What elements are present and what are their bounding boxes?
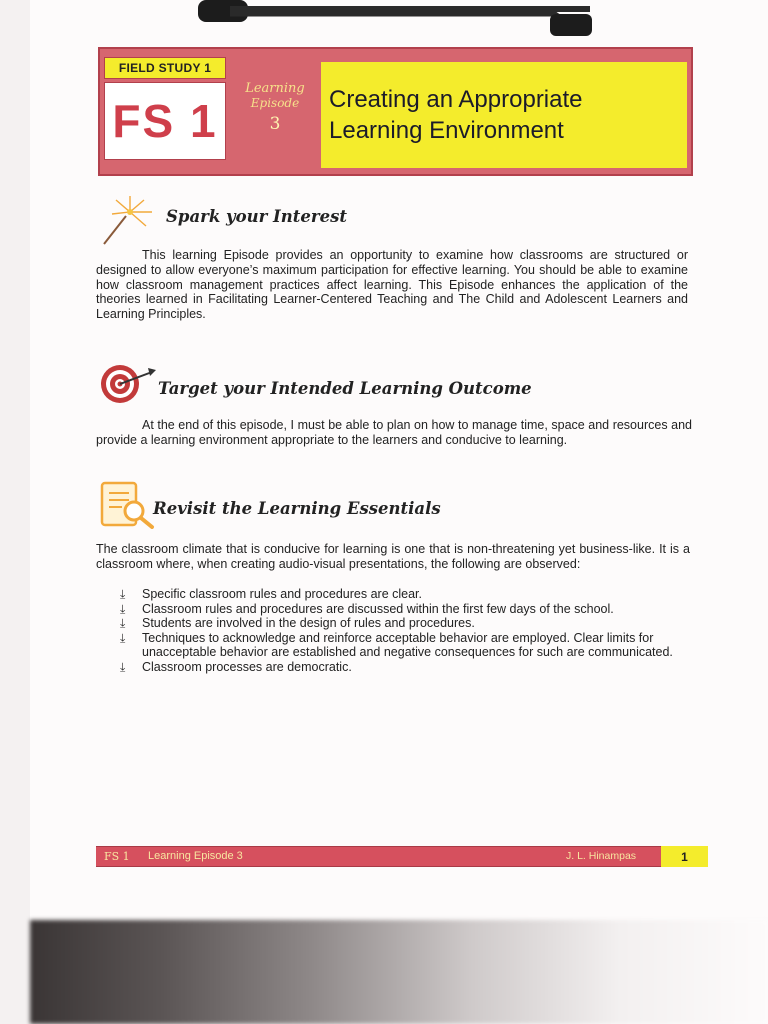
document-magnifier-icon	[100, 481, 156, 529]
spark-paragraph-text: This learning Episode provides an opportunity to examine how classrooms are structured or designed to allow everyone’s maximum participation for effective learning. You should be able to examine how classroom management practices affect learning. This Episode enhances the application of the theories learned in Facilitating Learner-Centered Teaching and The Child and Adolescent Learners and Learning Principles.	[96, 248, 688, 322]
list-item-text: Classroom processes are democratic.	[142, 659, 352, 674]
target-paragraph-text: At the end of this episode, I must be able to plan on how to manage time, space and resources and provide a learning environment appropriate to the learners and conducive to learning.	[96, 418, 692, 447]
episode-label-line1: Learning	[245, 81, 305, 96]
learning-essentials-list	[118, 587, 688, 675]
list-item-text: Students are involved in the design of rules and procedures.	[142, 616, 475, 631]
fs-code: FS 1	[104, 82, 226, 160]
list-item	[118, 587, 688, 602]
list-item-text: Classroom rules and procedures are discussed within the first few days of the school.	[142, 601, 614, 616]
binder-clip-icon	[190, 0, 605, 38]
revisit-heading: Revisit the Learning Essentials	[153, 499, 441, 518]
footer-episode: Learning Episode 3	[148, 850, 243, 862]
list-item-text: Techniques to acknowledge and reinforce acceptable behavior are employed. Clear limits for unacceptable behavior are established and negative consequences for such are communicated.	[142, 630, 673, 660]
sparkler-icon	[100, 192, 158, 248]
field-study-label: FIELD STUDY 1	[104, 57, 226, 79]
target-icon	[100, 362, 156, 406]
list-item-text: Specific classroom rules and procedures are clear.	[142, 587, 422, 601]
revisit-paragraph: The classroom climate that is conducive for learning is one that is non-threatening yet business-like. It is a classroom where, when creating audio-visual presentations, the following are observed:	[96, 542, 690, 571]
target-heading: Target your Intended Learning Outcome	[158, 379, 532, 398]
page-number: 1	[661, 846, 708, 867]
list-item	[118, 602, 688, 617]
target-paragraph	[96, 418, 692, 448]
footer-fs-code: FS 1	[104, 850, 130, 863]
episode-label-line2: Episode	[250, 96, 300, 110]
list-item	[118, 616, 688, 631]
footer-author: J. L. Hinampas	[566, 850, 637, 862]
episode-title	[321, 62, 687, 168]
spark-paragraph	[96, 248, 688, 322]
arrow-down-icon: ⤓	[120, 630, 126, 645]
title-line2: Learning Environment	[329, 117, 564, 144]
episode-number: 3	[269, 114, 281, 134]
page-footer	[96, 846, 708, 867]
arrow-down-icon: ⤓	[120, 616, 126, 631]
spark-heading: Spark your Interest	[166, 207, 347, 226]
arrow-down-icon: ⤓	[120, 659, 126, 674]
title-line1: Creating an Appropriate	[329, 86, 583, 113]
page-bottom-shadow	[30, 920, 768, 1024]
list-item	[118, 660, 688, 675]
episode-badge	[231, 80, 319, 155]
list-item	[118, 631, 688, 660]
arrow-down-icon: ⤓	[120, 601, 126, 616]
arrow-down-icon: ⤓	[120, 587, 126, 601]
